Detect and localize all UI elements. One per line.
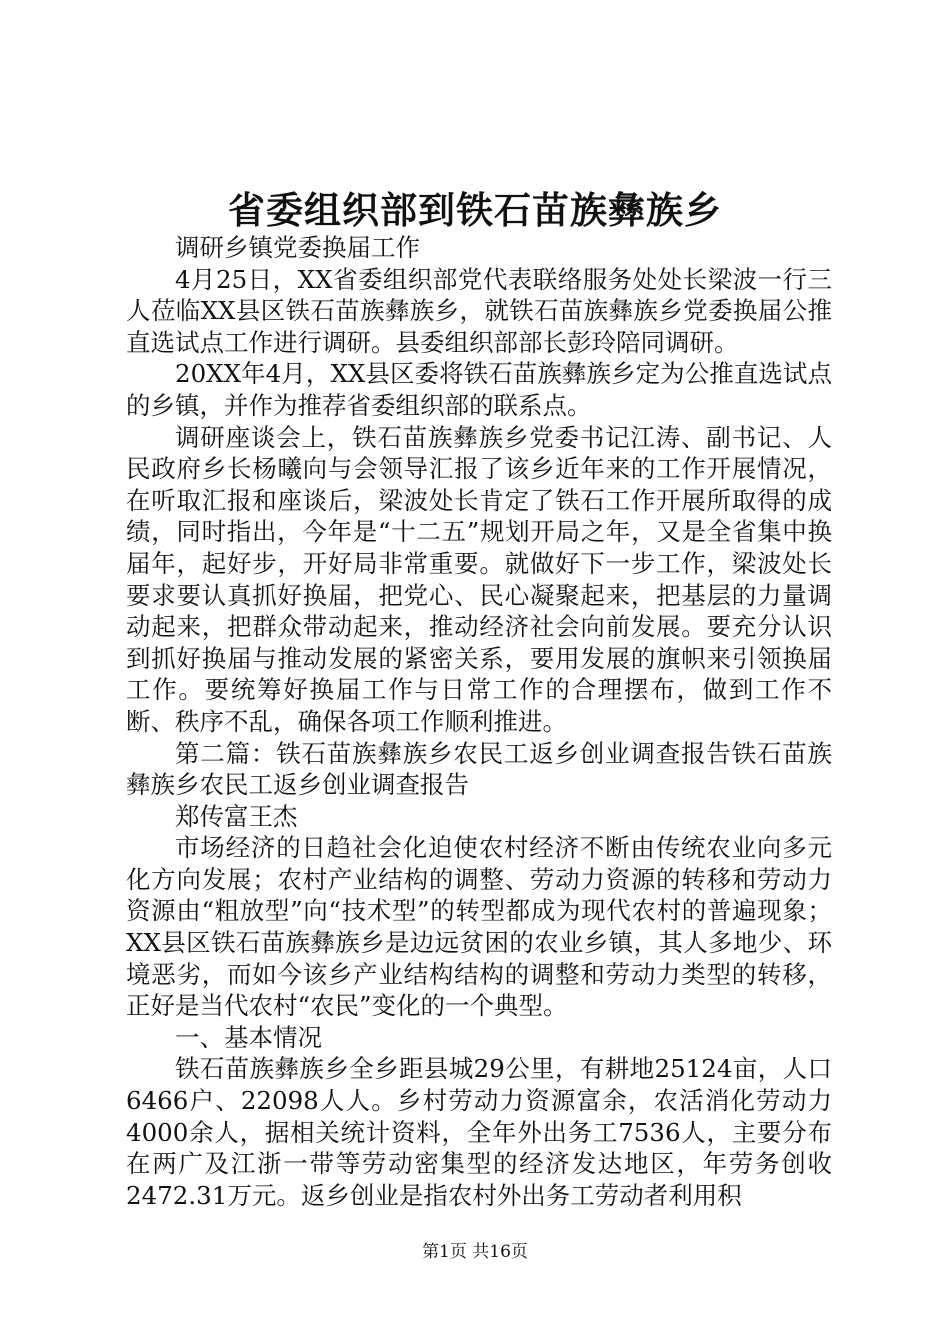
paragraph: 调研乡镇党委换届工作 (175, 233, 420, 262)
paragraph: 4月25日，XX省委组织部党代表联络服务处处长梁波一行三人莅临XX县区铁石苗族彝族乡，就铁石苗族彝族乡党委换届公推直选试点工作进行调研。县委组织部部长彭玲陪同调研。 (126, 264, 832, 357)
author-line: 郑传富王杰 (175, 801, 298, 831)
section-heading: 一、基本情况 (175, 1022, 322, 1052)
paragraph: 调研座谈会上，铁石苗族彝族乡党委书记江涛、副书记、人民政府乡长杨曦向与会领导汇报了该乡近年来的工作开展情况，在听取汇报和座谈后，梁波处长肯定了铁石工作开展所取得的成绩，同时指出，今年是“十二五”规划开局之年，又是全省集中换届年，起好步，开好局非常重要。就做好下一步工作，梁波处长要求要认真抓好换届，把党心、民心凝聚起来，把基层的力量调动起来，把群众带动起来，推动经济社会向前发展。要充分认识到抓好换届与推动发展的紧密关系，要用发展的旗帜来引领换届工作。要统筹好换届工作与日常工作的合理摆布，做到工作不断、秩序不乱，确保各项工作顺利推进。 (126, 422, 832, 736)
document-title: 省委组织部到铁石苗族彝族乡 (228, 188, 722, 232)
paragraph: 第二篇：铁石苗族彝族乡农民工返乡创业调查报告铁石苗族彝族乡农民工返乡创业调查报告 (126, 738, 832, 800)
document-body (126, 232, 832, 1211)
paragraph: 市场经济的日趋社会化迫使农村经济不断由传统农业向多元化方向发展；农村产业结构的调整、劳动力资源的转移和劳动力资源由“粗放型”向“技术型”的转型都成为现代农村的普遍现象；XX县区铁石苗族彝族乡是边远贫困的农业乡镇，其人多地少、环境恶劣，而如今该乡产业结构结构的调整和劳动力类型的转移，正好是当代农村“农民”变化的一个典型。 (126, 833, 832, 1021)
paragraph: 20XX年4月，XX县区委将铁石苗族彝族乡定为公推直选试点的乡镇，并作为推荐省委组织部的联系点。 (126, 359, 832, 420)
page-number: 第1页 共16页 (422, 1242, 528, 1262)
paragraph: 铁石苗族彝族乡全乡距县城29公里，有耕地25124亩，人口6466户、22098人人。乡村劳动力资源富余，农活消化劳动力4000余人，据相关统计资料，全年外出务工7536人，主要分布在两广及江浙一带等劳动密集型的经济发达地区，年劳务创收2472.31万元。返乡创业是指农村外出务工劳动者利用积 (126, 1054, 832, 1210)
